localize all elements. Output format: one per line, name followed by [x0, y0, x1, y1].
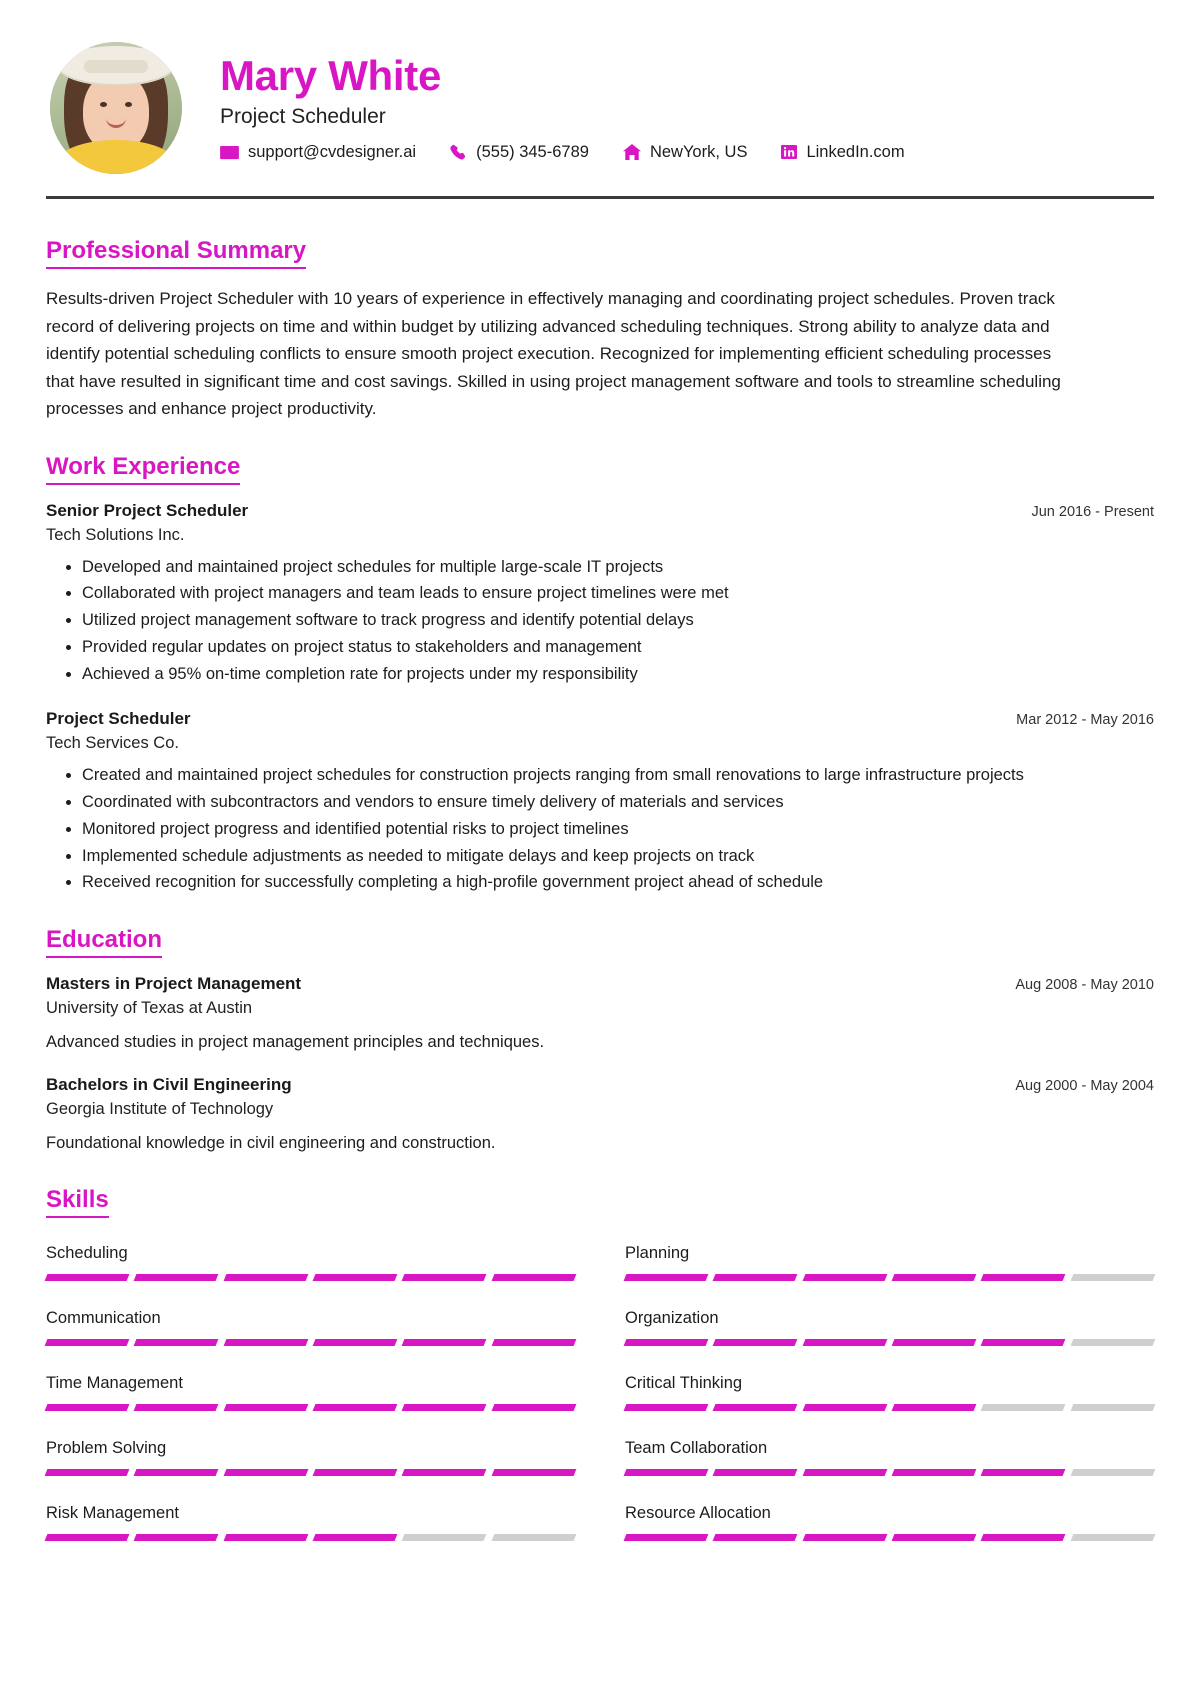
- contact-phone-text: (555) 345-6789: [476, 142, 589, 161]
- degree-date: Aug 2008 - May 2010: [1015, 977, 1154, 993]
- skill-segment: [624, 1404, 709, 1411]
- skill-segment: [491, 1339, 576, 1346]
- skill-segment: [1070, 1404, 1155, 1411]
- skill-segment: [134, 1469, 219, 1476]
- skill-segment: [491, 1469, 576, 1476]
- email-icon: [220, 145, 239, 160]
- profile-photo: [50, 42, 182, 174]
- skill-level-bar: [46, 1339, 575, 1346]
- skill-segment: [1070, 1274, 1155, 1281]
- skill-segment: [713, 1339, 798, 1346]
- job-bullet: • Coordinated with subcontractors and vendors to ensure timely delivery of materials and services: [82, 790, 1082, 816]
- job-title: Project Scheduler: [46, 709, 191, 729]
- skill-name: Team Collaboration: [625, 1438, 768, 1457]
- contact-row: [220, 143, 1154, 162]
- job-bullets: [46, 763, 1154, 896]
- section-title-education: Education: [46, 926, 162, 958]
- avatar: [46, 42, 186, 174]
- skill-item: [46, 1364, 575, 1425]
- section-work-experience: [46, 453, 1154, 896]
- skill-segment: [981, 1339, 1066, 1346]
- skill-item: [625, 1429, 1154, 1490]
- skill-name: Time Management: [46, 1373, 183, 1392]
- skill-level-bar: [625, 1404, 1154, 1411]
- education-entry-head: [46, 1075, 1154, 1095]
- skill-segment: [313, 1274, 398, 1281]
- skill-item: [625, 1364, 1154, 1425]
- contact-email-text: support@cvdesigner.ai: [248, 142, 417, 161]
- skill-item: [625, 1299, 1154, 1360]
- education-entry: [46, 974, 1154, 1055]
- skill-segment: [981, 1469, 1066, 1476]
- school-name: University of Texas at Austin: [46, 999, 253, 1017]
- skill-segment: [223, 1339, 308, 1346]
- job-bullet: • Achieved a 95% on-time completion rate for projects under my responsibility: [82, 662, 1082, 688]
- skill-segment: [981, 1274, 1066, 1281]
- skill-segment: [713, 1469, 798, 1476]
- skill-segment: [624, 1534, 709, 1541]
- skill-segment: [402, 1339, 487, 1346]
- skill-segment: [313, 1339, 398, 1346]
- skill-segment: [802, 1274, 887, 1281]
- skill-level-bar: [625, 1274, 1154, 1281]
- skill-segment: [313, 1534, 398, 1541]
- skill-name: Scheduling: [46, 1243, 128, 1262]
- skill-segment: [892, 1404, 977, 1411]
- skill-segment: [892, 1274, 977, 1281]
- skill-segment: [802, 1534, 887, 1541]
- skill-segment: [1070, 1534, 1155, 1541]
- resume-header: [46, 28, 1154, 196]
- school-name: Georgia Institute of Technology: [46, 1099, 274, 1118]
- skill-segment: [892, 1339, 977, 1346]
- skill-item: [625, 1234, 1154, 1295]
- header-divider: [46, 196, 1154, 199]
- skill-name: Communication: [46, 1308, 161, 1327]
- job-date: Mar 2012 - May 2016: [1016, 712, 1154, 729]
- linkedin-icon: [781, 144, 797, 160]
- education-entry-head: [46, 974, 1154, 994]
- skill-name: Problem Solving: [46, 1438, 167, 1457]
- skill-segment: [981, 1534, 1066, 1541]
- skill-segment: [134, 1274, 219, 1281]
- skill-level-bar: [625, 1534, 1154, 1541]
- job-bullet: • Developed and maintained project schedules for multiple large-scale IT projects: [82, 555, 1082, 581]
- skill-name: Planning: [625, 1243, 690, 1262]
- skill-segment: [402, 1404, 487, 1411]
- skill-level-bar: [46, 1469, 575, 1476]
- skill-item: [46, 1429, 575, 1490]
- job-date: Jun 2016 - Present: [1031, 503, 1154, 520]
- header-text: [186, 54, 1154, 161]
- skill-segment: [624, 1339, 709, 1346]
- section-education: [46, 926, 1154, 1156]
- skill-segment: [313, 1404, 398, 1411]
- eye-left: [100, 102, 107, 107]
- skill-segment: [134, 1404, 219, 1411]
- skill-segment: [1070, 1469, 1155, 1476]
- job-company: Tech Solutions Inc.: [46, 525, 185, 544]
- skill-item: [46, 1494, 575, 1555]
- skill-name: Organization: [625, 1308, 719, 1327]
- job-bullet: • Monitored project progress and identified potential risks to project timelines: [82, 817, 1082, 843]
- experience-entry-head: [46, 709, 1154, 729]
- skill-segment: [624, 1469, 709, 1476]
- skills-grid: [46, 1234, 1154, 1555]
- skill-segment: [491, 1534, 576, 1541]
- contact-email[interactable]: [220, 143, 416, 162]
- skill-segment: [45, 1534, 130, 1541]
- contact-linkedin[interactable]: [781, 143, 904, 162]
- skill-segment: [223, 1534, 308, 1541]
- candidate-name: Mary White: [220, 52, 442, 100]
- degree-description: Foundational knowledge in civil engineering and construction.: [46, 1133, 496, 1152]
- job-bullet: • Provided regular updates on project status to stakeholders and management: [82, 635, 1082, 661]
- skill-segment: [892, 1534, 977, 1541]
- degree-title: Masters in Project Management: [46, 974, 302, 993]
- degree-title: Bachelors in Civil Engineering: [46, 1074, 292, 1094]
- section-professional-summary: [46, 237, 1154, 423]
- phone-icon: [450, 144, 467, 161]
- location-icon: [623, 144, 641, 160]
- skill-segment: [802, 1469, 887, 1476]
- skill-level-bar: [46, 1404, 575, 1411]
- section-skills: [46, 1186, 1154, 1555]
- section-title-skills: Skills: [46, 1186, 109, 1218]
- skill-level-bar: [46, 1534, 575, 1541]
- skill-name: Critical Thinking: [625, 1373, 743, 1392]
- degree-description: Advanced studies in project management principles and techniques.: [46, 1033, 545, 1051]
- education-entry: [46, 1075, 1154, 1156]
- job-bullet: • Collaborated with project managers and team leads to ensure project timelines were met: [82, 581, 1082, 607]
- skill-segment: [45, 1339, 130, 1346]
- contact-location-text: NewYork, US: [649, 142, 748, 161]
- contact-linkedin-text: LinkedIn.com: [806, 142, 905, 161]
- contact-location[interactable]: [623, 143, 748, 162]
- skill-segment: [223, 1404, 308, 1411]
- skill-segment: [802, 1404, 887, 1411]
- hat-band: [84, 60, 148, 73]
- skill-segment: [624, 1274, 709, 1281]
- skill-segment: [491, 1274, 576, 1281]
- skill-segment: [802, 1339, 887, 1346]
- job-company: Tech Services Co.: [46, 734, 179, 753]
- skill-segment: [892, 1469, 977, 1476]
- skill-item: [625, 1494, 1154, 1555]
- skill-segment: [1070, 1339, 1155, 1346]
- degree-date: Aug 2000 - May 2004: [1015, 1077, 1154, 1094]
- candidate-role: Project Scheduler: [220, 104, 386, 128]
- eye-right: [125, 102, 132, 107]
- skill-segment: [223, 1274, 308, 1281]
- skill-level-bar: [625, 1339, 1154, 1346]
- section-title-experience: Work Experience: [46, 453, 240, 485]
- skill-segment: [134, 1339, 219, 1346]
- skill-name: Resource Allocation: [625, 1503, 771, 1522]
- skill-segment: [134, 1534, 219, 1541]
- skill-segment: [45, 1274, 130, 1281]
- skill-segment: [402, 1469, 487, 1476]
- skill-segment: [313, 1469, 398, 1476]
- experience-entry: [46, 709, 1154, 896]
- skill-level-bar: [46, 1274, 575, 1281]
- skill-segment: [491, 1404, 576, 1411]
- skill-segment: [713, 1404, 798, 1411]
- skill-segment: [402, 1274, 487, 1281]
- skill-item: [46, 1299, 575, 1360]
- job-bullet: • Utilized project management software to track progress and identify potential delays: [82, 608, 1082, 634]
- job-bullet: • Created and maintained project schedules for construction projects ranging from small renovations to large infrastructure projects: [82, 763, 1082, 789]
- experience-entry-head: [46, 501, 1154, 521]
- skill-level-bar: [625, 1469, 1154, 1476]
- contact-phone[interactable]: [450, 143, 589, 162]
- experience-entry: [46, 501, 1154, 688]
- summary-text: Results-driven Project Scheduler with 10 years of experience in effectively managing and coordinating project schedules. Proven track record of delivering projects on time and within budget by utilizing advanced scheduling techniques. Strong ability to analyze data and identify potential scheduling conflicts to ensure smooth project execution. Recognized for implementing efficient scheduling processes that have resulted in significant time and cost savings. Skilled in using project management software and tools to streamline scheduling processes and enhance project productivity.: [46, 289, 1061, 419]
- job-bullets: [46, 555, 1154, 688]
- skill-segment: [402, 1534, 487, 1541]
- job-title: Senior Project Scheduler: [46, 500, 249, 520]
- section-title-summary: Professional Summary: [46, 237, 306, 269]
- skill-item: [46, 1234, 575, 1295]
- skill-segment: [45, 1404, 130, 1411]
- skill-segment: [713, 1534, 798, 1541]
- skill-segment: [981, 1404, 1066, 1411]
- skill-segment: [223, 1469, 308, 1476]
- skill-segment: [45, 1469, 130, 1476]
- skill-name: Risk Management: [46, 1503, 179, 1522]
- job-bullet: • Received recognition for successfully completing a high-profile government project ahead of schedule: [82, 870, 1082, 896]
- job-bullet: • Implemented schedule adjustments as needed to mitigate delays and keep projects on track: [82, 844, 1082, 870]
- skill-segment: [713, 1274, 798, 1281]
